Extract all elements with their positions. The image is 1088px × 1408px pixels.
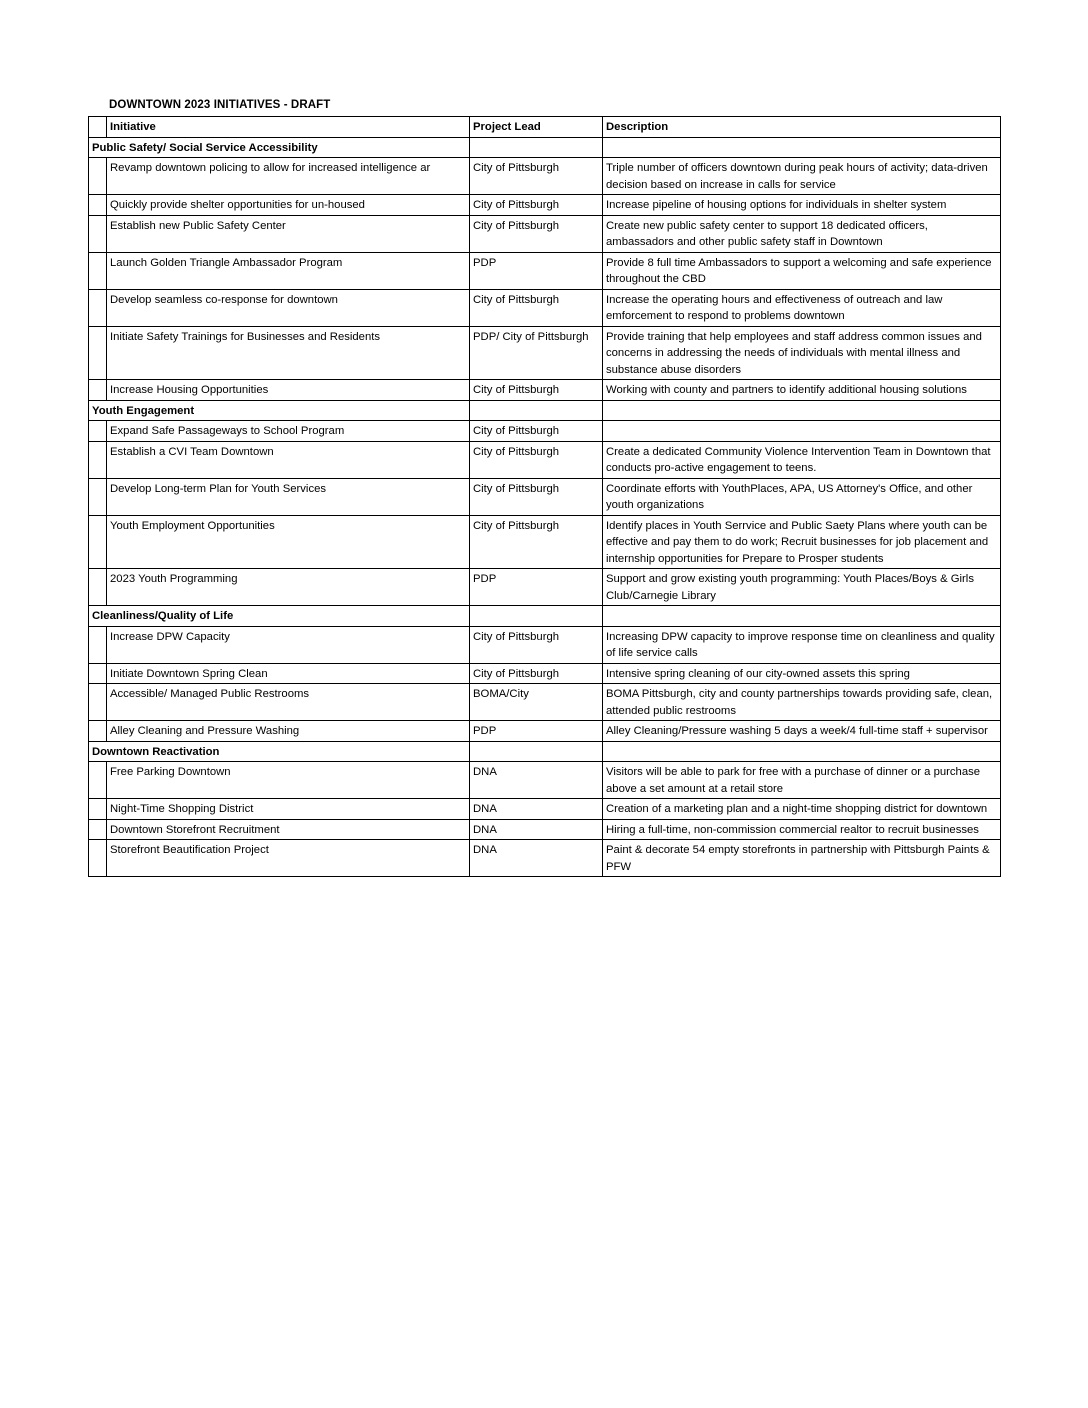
initiative-cell: Establish a CVI Team Downtown [107, 441, 470, 478]
table-row [89, 515, 1001, 569]
header-project-lead: Project Lead [470, 117, 603, 138]
indent-cell [89, 569, 107, 606]
section-lead-blank [470, 606, 603, 627]
description-cell: Create new public safety center to support 18 dedicated officers, ambassadors and other public safety staff in Downtown [603, 215, 1001, 252]
table-row [89, 158, 1001, 195]
project-lead-cell: DNA [470, 819, 603, 840]
section-description-blank [603, 606, 1001, 627]
description-cell: Provide training that help employees and staff address common issues and concerns in addressing the needs of individuals with mental illness and substance abuse disorders [603, 326, 1001, 380]
indent-cell [89, 684, 107, 721]
project-lead-cell: DNA [470, 762, 603, 799]
table-row [89, 252, 1001, 289]
indent-cell [89, 478, 107, 515]
table-row [89, 663, 1001, 684]
initiative-cell: Accessible/ Managed Public Restrooms [107, 684, 470, 721]
indent-cell [89, 289, 107, 326]
description-cell: Triple number of officers downtown during peak hours of activity; data-driven decision based on increase in calls for service [603, 158, 1001, 195]
project-lead-cell: PDP/ City of Pittsburgh [470, 326, 603, 380]
project-lead-cell: PDP [470, 252, 603, 289]
indent-cell [89, 799, 107, 820]
indent-cell [89, 326, 107, 380]
initiative-cell: Launch Golden Triangle Ambassador Program [107, 252, 470, 289]
indent-cell [89, 421, 107, 442]
table-row [89, 478, 1001, 515]
initiative-cell: Youth Employment Opportunities [107, 515, 470, 569]
table-row [89, 721, 1001, 742]
initiative-cell: Initiate Downtown Spring Clean [107, 663, 470, 684]
initiative-cell: Increase Housing Opportunities [107, 380, 470, 401]
description-cell: Create a dedicated Community Violence Intervention Team in Downtown that conducts pro-active engagement to teens. [603, 441, 1001, 478]
table-row [89, 819, 1001, 840]
indent-cell [89, 721, 107, 742]
initiative-cell: Downtown Storefront Recruitment [107, 819, 470, 840]
project-lead-cell: City of Pittsburgh [470, 441, 603, 478]
section-lead-blank [470, 741, 603, 762]
header-row [89, 117, 1001, 138]
section-lead-blank [470, 400, 603, 421]
section-row [89, 137, 1001, 158]
project-lead-cell: City of Pittsburgh [470, 421, 603, 442]
description-cell: Increase the operating hours and effectiveness of outreach and law emforcement to respond to problems downtown [603, 289, 1001, 326]
indent-cell [89, 195, 107, 216]
initiatives-table-body [89, 117, 1001, 877]
table-row [89, 799, 1001, 820]
project-lead-cell: City of Pittsburgh [470, 215, 603, 252]
project-lead-cell: City of Pittsburgh [470, 158, 603, 195]
initiative-cell: Storefront Beautification Project [107, 840, 470, 877]
description-cell: Visitors will be able to park for free with a purchase of dinner or a purchase above a set amount at a retail store [603, 762, 1001, 799]
header-description: Description [603, 117, 1001, 138]
table-row [89, 626, 1001, 663]
table-row [89, 569, 1001, 606]
project-lead-cell: City of Pittsburgh [470, 515, 603, 569]
table-row [89, 215, 1001, 252]
initiative-cell: Night-Time Shopping District [107, 799, 470, 820]
header-initiative: Initiative [107, 117, 470, 138]
indent-cell [89, 663, 107, 684]
description-cell [603, 421, 1001, 442]
description-cell: Creation of a marketing plan and a night-time shopping district for downtown [603, 799, 1001, 820]
description-cell: Increase pipeline of housing options for individuals in shelter system [603, 195, 1001, 216]
initiative-cell: Increase DPW Capacity [107, 626, 470, 663]
project-lead-cell: DNA [470, 799, 603, 820]
table-row [89, 380, 1001, 401]
project-lead-cell: DNA [470, 840, 603, 877]
table-row [89, 762, 1001, 799]
document-title: DOWNTOWN 2023 INITIATIVES - DRAFT [109, 99, 331, 111]
description-cell: Identify places in Youth Serrvice and Public Saety Plans where youth can be effective and pay them to do work; Recruit businesses for job placement and internship opportunities for Prepare to Prosper students [603, 515, 1001, 569]
indent-cell [89, 441, 107, 478]
section-title: Downtown Reactivation [89, 741, 470, 762]
section-lead-blank [470, 137, 603, 158]
indent-cell [89, 626, 107, 663]
indent-cell [89, 215, 107, 252]
description-cell: Alley Cleaning/Pressure washing 5 days a week/4 full-time staff + supervisor [603, 721, 1001, 742]
initiative-cell: Alley Cleaning and Pressure Washing [107, 721, 470, 742]
indent-cell [89, 840, 107, 877]
initiative-cell: Establish new Public Safety Center [107, 215, 470, 252]
description-cell: Working with county and partners to identify additional housing solutions [603, 380, 1001, 401]
project-lead-cell: City of Pittsburgh [470, 195, 603, 216]
indent-cell [89, 515, 107, 569]
description-cell: Increasing DPW capacity to improve response time on cleanliness and quality of life service calls [603, 626, 1001, 663]
table-row [89, 684, 1001, 721]
project-lead-cell: PDP [470, 569, 603, 606]
indent-cell [89, 762, 107, 799]
section-row [89, 400, 1001, 421]
section-row [89, 741, 1001, 762]
description-cell: Coordinate efforts with YouthPlaces, APA, US Attorney's Office, and other youth organizations [603, 478, 1001, 515]
initiatives-table [88, 116, 1001, 877]
section-row [89, 606, 1001, 627]
description-cell: Provide 8 full time Ambassadors to support a welcoming and safe experience throughout the CBD [603, 252, 1001, 289]
description-cell: BOMA Pittsburgh, city and county partnerships towards providing safe, clean, attended public restrooms [603, 684, 1001, 721]
table-row [89, 289, 1001, 326]
table-row [89, 441, 1001, 478]
project-lead-cell: PDP [470, 721, 603, 742]
initiative-cell: 2023 Youth Programming [107, 569, 470, 606]
table-row [89, 326, 1001, 380]
description-cell: Hiring a full-time, non-commission commercial realtor to recruit businesses [603, 819, 1001, 840]
header-blank-cell [89, 117, 107, 138]
section-title: Public Safety/ Social Service Accessibility [89, 137, 470, 158]
indent-cell [89, 819, 107, 840]
project-lead-cell: City of Pittsburgh [470, 478, 603, 515]
initiative-cell: Revamp downtown policing to allow for increased intelligence ar [107, 158, 470, 195]
section-title: Youth Engagement [89, 400, 470, 421]
indent-cell [89, 158, 107, 195]
indent-cell [89, 380, 107, 401]
table-row [89, 421, 1001, 442]
section-title: Cleanliness/Quality of Life [89, 606, 470, 627]
project-lead-cell: BOMA/City [470, 684, 603, 721]
project-lead-cell: City of Pittsburgh [470, 626, 603, 663]
table-row [89, 840, 1001, 877]
description-cell: Paint & decorate 54 empty storefronts in partnership with Pittsburgh Paints & PFW [603, 840, 1001, 877]
description-cell: Support and grow existing youth programming: Youth Places/Boys & Girls Club/Carnegie Library [603, 569, 1001, 606]
section-description-blank [603, 137, 1001, 158]
initiative-cell: Free Parking Downtown [107, 762, 470, 799]
indent-cell [89, 252, 107, 289]
initiative-cell: Quickly provide shelter opportunities for un-housed [107, 195, 470, 216]
project-lead-cell: City of Pittsburgh [470, 380, 603, 401]
description-cell: Intensive spring cleaning of our city-owned assets this spring [603, 663, 1001, 684]
initiative-cell: Expand Safe Passageways to School Program [107, 421, 470, 442]
initiative-cell: Develop Long-term Plan for Youth Services [107, 478, 470, 515]
table-row [89, 195, 1001, 216]
section-description-blank [603, 741, 1001, 762]
initiative-cell: Initiate Safety Trainings for Businesses and Residents [107, 326, 470, 380]
section-description-blank [603, 400, 1001, 421]
initiative-cell: Develop seamless co-response for downtown [107, 289, 470, 326]
project-lead-cell: City of Pittsburgh [470, 663, 603, 684]
project-lead-cell: City of Pittsburgh [470, 289, 603, 326]
